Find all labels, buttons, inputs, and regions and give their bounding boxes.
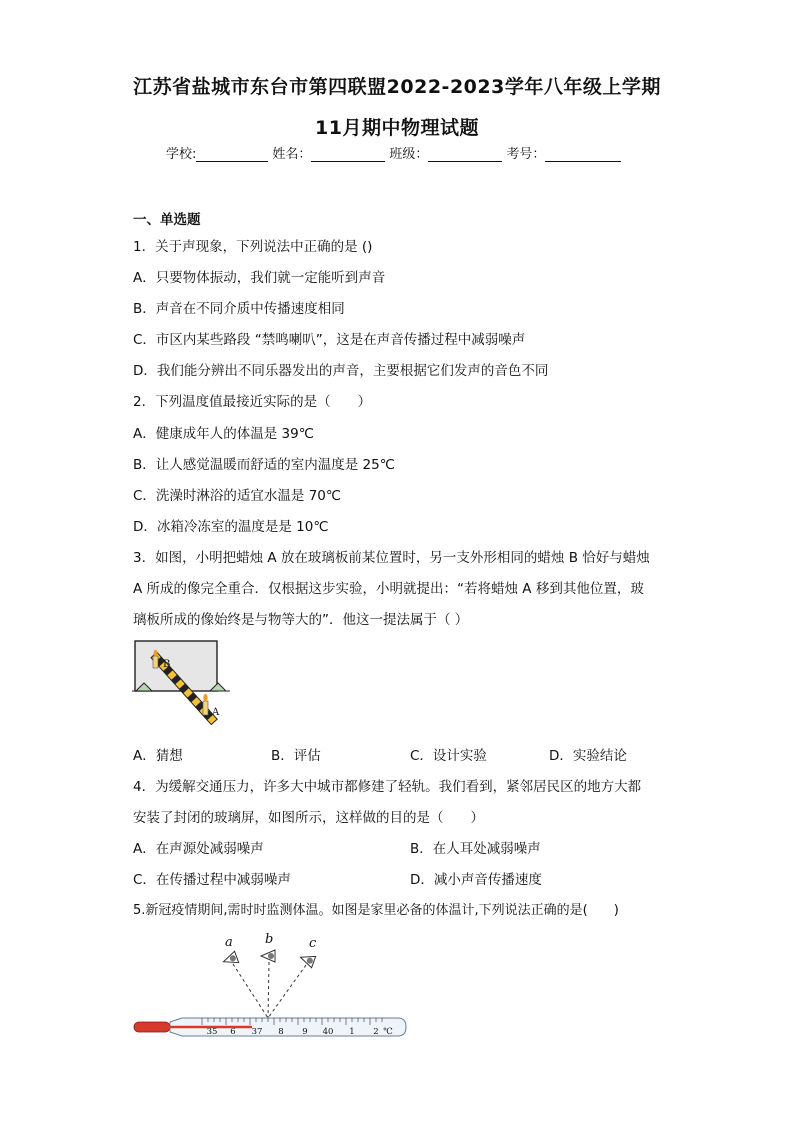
q3-option-c: C．设计实验 bbox=[410, 748, 487, 764]
exam-no-blank bbox=[545, 147, 621, 162]
q3-option-d: D．实验结论 bbox=[549, 748, 627, 764]
exam-title-line-2: 11月期中物理试题 bbox=[315, 117, 479, 139]
scale-label-35: 35 bbox=[206, 1027, 218, 1037]
q5-stem: 5.新冠疫情期间,需时时监测体温。如图是家里必备的体温计,下列说法正确的是( ) bbox=[133, 903, 619, 918]
q4-stem-line-1: 4．为缓解交通压力，许多大中城市都修建了轻轨。我们看到，紧邻居民区的地方大都 bbox=[133, 779, 642, 795]
q1-stem: 1．关于声现象，下列说法中正确的是 () bbox=[133, 239, 373, 255]
q2-option-b: B．让人感觉温暖而舒适的室内温度是 25℃ bbox=[133, 457, 395, 473]
q4-option-a: A．在声源处减弱噪声 bbox=[133, 841, 264, 857]
class-blank bbox=[428, 147, 502, 162]
q1-option-a: A．只要物体振动，我们就一定能听到声音 bbox=[133, 270, 386, 286]
candle-b-label: B bbox=[163, 659, 171, 670]
eye-b-label: b bbox=[265, 932, 274, 947]
q3-mirror-candle-figure bbox=[132, 639, 230, 731]
q2-option-a: A．健康成年人的体温是 39℃ bbox=[133, 426, 314, 442]
q5-thermometer-figure bbox=[132, 930, 412, 1042]
eye-a-icon bbox=[221, 951, 238, 967]
name-label: 姓名： bbox=[272, 147, 312, 162]
class-label: 班级： bbox=[389, 147, 429, 162]
scale-label-42: 2 bbox=[373, 1027, 379, 1037]
q4-option-c: C．在传播过程中减弱噪声 bbox=[133, 872, 291, 888]
scale-label-36: 6 bbox=[230, 1027, 236, 1037]
q3-stem-line-1: 3．如图，小明把蜡烛 A 放在玻璃板前某位置时，另一支外形相同的蜡烛 B 恰好与蜡烛 bbox=[133, 550, 650, 566]
eye-b-icon bbox=[261, 950, 275, 962]
section-heading: 一、单选题 bbox=[133, 212, 201, 228]
q1-option-d: D．我们能分辨出不同乐器发出的声音，主要根据它们发声的音色不同 bbox=[133, 363, 549, 379]
exam-title-line-1: 江苏省盐城市东台市第四联盟2022-2023学年八年级上学期 bbox=[133, 76, 661, 98]
scale-label-39: 9 bbox=[302, 1027, 308, 1037]
school-blank bbox=[196, 147, 268, 162]
q2-option-c: C．洗澡时淋浴的适宜水温是 70℃ bbox=[133, 488, 342, 504]
q2-stem: 2．下列温度值最接近实际的是（ ） bbox=[133, 394, 372, 410]
eye-a-label: a bbox=[225, 935, 233, 950]
q3-stem-line-3: 璃板所成的像始终是与物等大的”．他这一提法属于（ ） bbox=[133, 612, 469, 628]
scale-label-37: 37 bbox=[251, 1027, 263, 1037]
candle-b-icon bbox=[153, 656, 158, 668]
q4-option-b: B．在人耳处减弱噪声 bbox=[410, 841, 541, 857]
candle-a-label: A bbox=[212, 707, 220, 718]
q3-option-a: A．猜想 bbox=[133, 748, 183, 764]
eye-c-label: c bbox=[309, 936, 317, 951]
scale-label-38: 8 bbox=[278, 1027, 284, 1037]
candle-a-icon bbox=[203, 701, 208, 715]
student-info-line bbox=[166, 143, 625, 162]
q4-stem-line-2: 安装了封闭的玻璃屏，如图所示，这样做的目的是（ ） bbox=[133, 810, 484, 826]
scale-unit: ℃ bbox=[383, 1027, 393, 1037]
exam-no-label: 考号： bbox=[506, 147, 546, 162]
q2-option-d: D．冰箱冷冻室的温度是是 10℃ bbox=[133, 519, 329, 535]
scale-label-41: 1 bbox=[349, 1027, 355, 1037]
name-blank bbox=[311, 147, 385, 162]
q4-option-d: D．减小声音传播速度 bbox=[410, 872, 542, 888]
q3-option-b: B．评估 bbox=[271, 748, 321, 764]
q1-option-b: B．声音在不同介质中传播速度相同 bbox=[133, 301, 345, 317]
q1-option-c: C．市区内某些路段 “禁鸣喇叭”，这是在声音传播过程中减弱噪声 bbox=[133, 332, 526, 348]
eye-c-icon bbox=[298, 952, 315, 968]
school-label: 学校: bbox=[166, 147, 197, 162]
q3-stem-line-2: A 所成的像完全重合．仅根据这步实验，小明就提出：“若将蜡烛 A 移到其他位置，玻 bbox=[133, 581, 644, 597]
scale-label-40: 40 bbox=[322, 1027, 334, 1037]
